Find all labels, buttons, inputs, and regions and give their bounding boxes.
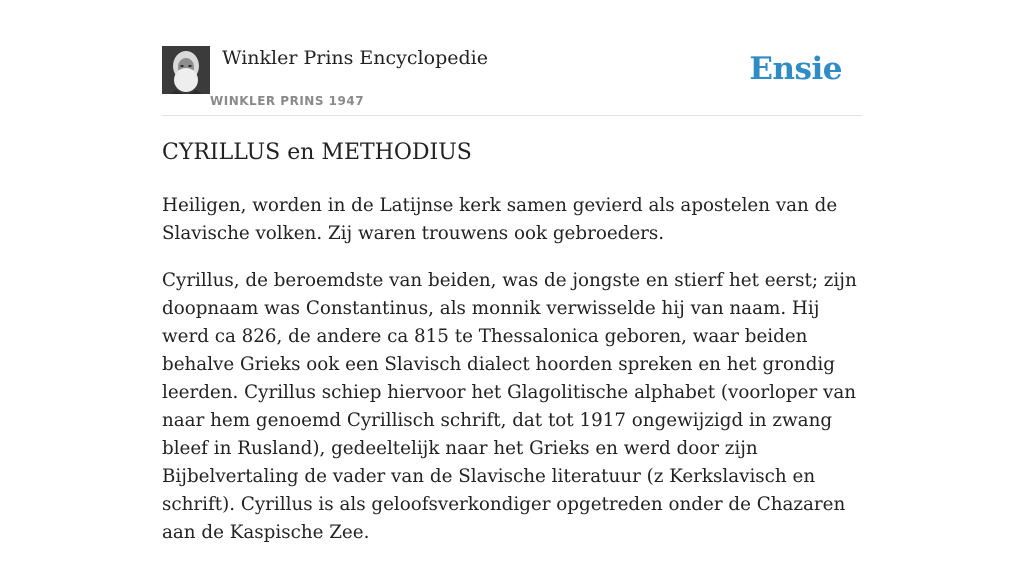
avatar[interactable] <box>162 46 210 94</box>
article-title: CYRILLUS en METHODIUS <box>162 140 472 165</box>
brand-logo[interactable]: Ensie <box>749 51 842 87</box>
article-paragraph: Cyrillus, de beroemdste van beiden, was de jongste en stierf het eerst; zijn doopnaam was Constantinus, als monnik verwisselde hij van naam. Hij werd ca 826, de andere ca 815 te Thessalonica geboren, waar beiden behalve Grieks ook een Slavisch dialect hoorden spreken en het grondig leerden. Cyrillus schiep hiervoor het Glagolitische alphabet (voorloper van naar hem genoemd Cyrillisch schrift, dat tot 1917 ongewijzigd in zwang bleef in Rusland), gedeeltelijk naar het Grieks en werd door zijn Bijbelvertaling de vader van de Slavische literatuur (z Kerkslavisch en schrift). Cyrillus is als geloofsverkondiger opgetreden onder de Chazaren aan de Kaspische Zee. <box>162 270 857 543</box>
site-header <box>162 46 862 116</box>
site-name[interactable]: Winkler Prins Encyclopedie <box>222 47 488 69</box>
edition-label[interactable]: WINKLER PRINS 1947 <box>210 94 365 108</box>
article-paragraph: Heiligen, worden in de Latijnse kerk samen gevierd als apostelen van de Slavische volken. Zij waren trouwens ook gebroeders. <box>162 195 838 244</box>
bearded-man-portrait-icon <box>162 46 210 94</box>
article-body <box>162 192 862 566</box>
